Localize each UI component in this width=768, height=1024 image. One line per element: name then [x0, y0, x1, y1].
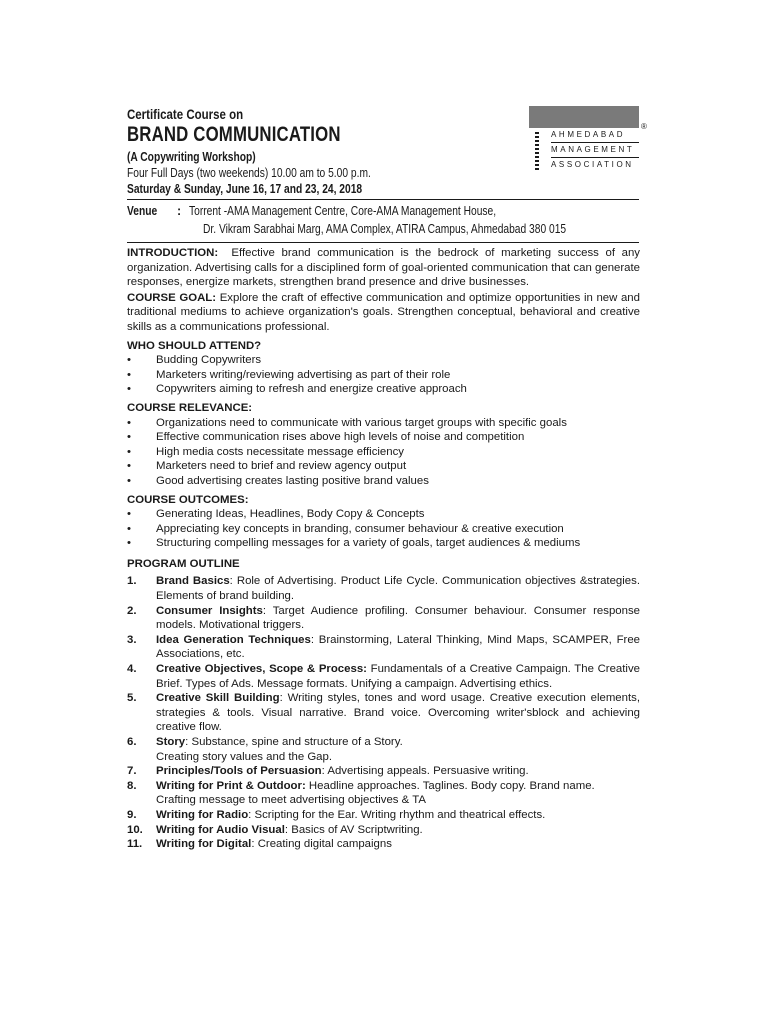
outline-text: Scripting for the Ear. Writing rhythm and theatrical effects. — [254, 808, 546, 821]
logo-text-management: MANAGEMENT — [551, 145, 635, 154]
outline-separator: : — [248, 808, 255, 821]
outline-number: 1. — [127, 575, 137, 588]
course-goal-paragraph — [127, 291, 640, 335]
course-outcomes-heading: COURSE OUTCOMES: — [127, 493, 249, 506]
list-item: • Budding Copywriters — [127, 353, 640, 368]
outline-item — [127, 808, 640, 823]
logo-bar — [529, 106, 639, 128]
introduction-text: Effective brand communication is the bedrock of marketing success of any organization. Advertising calls for a disciplined form of goal-oriented communication that can generate responses, energize markets, strengthen brand presence and drive businesses. — [127, 247, 640, 289]
outline-item — [127, 691, 640, 735]
outline-separator: : — [284, 823, 292, 836]
list-item: • Marketers writing/reviewing advertising as part of their role — [127, 368, 640, 383]
course-title: BRAND COMMUNICATION — [127, 123, 341, 146]
outline-item — [127, 574, 640, 603]
outline-item — [127, 837, 640, 852]
venue-label: Venue — [127, 204, 158, 218]
outline-separator: : — [229, 575, 237, 588]
outline-title: Brand Basics — [156, 575, 230, 588]
outline-number: 9. — [127, 808, 137, 821]
list-item: • Copywriters aiming to refresh and energize creative approach — [127, 382, 640, 397]
outline-title: Writing for Radio — [156, 808, 249, 821]
certificate-label: Certificate Course on — [127, 106, 244, 122]
program-outline-list — [127, 574, 640, 851]
outline-item — [127, 633, 640, 662]
outline-text: Fundamentals of a Creative Campaign. The Creative Brief. Types of Ads. Message formats. Unifying a campaign. Advertising ethics. — [156, 663, 640, 690]
outline-separator: : — [279, 692, 288, 705]
venue-rule — [127, 242, 639, 243]
list-item: • Organizations need to communicate with various target groups with specific goals — [127, 416, 640, 431]
venue-colon: : — [177, 204, 182, 218]
ama-logo — [529, 106, 651, 172]
outline-number: 7. — [127, 765, 137, 778]
list-item: • Good advertising creates lasting positive brand values — [127, 474, 640, 489]
outline-number: 5. — [127, 692, 137, 705]
outline-text: Basics of AV Scriptwriting. — [291, 823, 423, 836]
outline-text: Substance, spine and structure of a Story. — [191, 736, 403, 748]
course-subtitle: (A Copywriting Workshop) — [127, 150, 256, 164]
outline-text-continued: Crafting message to meet advertising objectives & TA — [156, 794, 426, 807]
outline-item — [127, 735, 640, 764]
outline-title: Principles/Tools of Persuasion — [156, 765, 322, 778]
list-item: • Structuring compelling messages for a variety of goals, target audiences & mediums — [127, 536, 640, 551]
outline-text: Advertising appeals. Persuasive writing. — [327, 765, 529, 778]
outline-title: Creative Skill Building — [156, 692, 280, 705]
venue-address-line1: Torrent -AMA Management Centre, Core-AMA Management House, — [189, 204, 497, 218]
program-outline-heading: PROGRAM OUTLINE — [127, 557, 240, 570]
outline-text: Role of Advertising. Product Life Cycle. Communication objectives &strategies. Elements of brand building. — [156, 575, 640, 603]
course-relevance-heading: COURSE RELEVANCE: — [127, 401, 253, 414]
outline-item — [127, 764, 640, 779]
logo-text-association: ASSOCIATION — [551, 160, 634, 169]
outline-title: Consumer Insights — [156, 604, 263, 617]
introduction-heading: INTRODUCTION: — [127, 247, 219, 259]
outline-item — [127, 779, 640, 808]
course-body — [127, 246, 640, 852]
header-rule — [127, 199, 639, 200]
outline-text-continued: Creating story values and the Gap. — [156, 750, 333, 763]
outline-number: 2. — [127, 604, 137, 617]
who-should-attend-heading: WHO SHOULD ATTEND? — [127, 339, 262, 352]
course-goal-heading: COURSE GOAL: — [127, 291, 217, 304]
list-item: • Appreciating key concepts in branding, consumer behaviour & creative execution — [127, 522, 640, 537]
course-schedule: Four Full Days (two weekends) 10.00 am to 5.00 p.m. — [127, 166, 371, 180]
registered-mark: ® — [641, 122, 647, 131]
logo-divider — [551, 157, 639, 158]
outline-separator: : — [262, 604, 273, 617]
venue-address-line2: Dr. Vikram Sarabhai Marg, AMA Complex, ATIRA Campus, Ahmedabad 380 015 — [203, 222, 567, 236]
outline-item — [127, 823, 640, 838]
outline-number: 8. — [127, 779, 137, 792]
course-outcomes-list — [127, 507, 640, 551]
outline-item — [127, 604, 640, 633]
logo-divider — [551, 142, 639, 143]
outline-text: Headline approaches. Taglines. Body copy. Brand name. — [308, 779, 595, 792]
outline-title: Creative Objectives, Scope & Process: — [156, 663, 367, 676]
outline-number: 4. — [127, 663, 137, 676]
outline-separator: : — [321, 765, 328, 778]
outline-text: Target Audience profiling. Consumer behaviour. Consumer response models. Motivational triggers. — [156, 604, 640, 632]
outline-title: Writing for Digital — [156, 838, 252, 851]
outline-text: Creating digital campaigns — [257, 838, 392, 851]
list-item: • Generating Ideas, Headlines, Body Copy & Concepts — [127, 507, 640, 522]
outline-number: 10. — [127, 823, 143, 836]
logo-stripes — [535, 130, 539, 172]
outline-number: 11. — [127, 838, 143, 851]
venue-block — [127, 204, 642, 240]
outline-separator: : — [310, 633, 319, 646]
outline-text: Brainstorming, Lateral Thinking, Mind Maps, SCAMPER, Free Associations, etc. — [156, 633, 640, 661]
course-goal-text: Explore the craft of effective communication and optimize opportunities in new and traditional mediums to achieve organization's goals. Strengthen conceptual, behavioral and creative skills as a communications professional. — [127, 291, 640, 333]
course-relevance-list — [127, 416, 640, 489]
list-item: • Marketers need to brief and review agency output — [127, 459, 640, 474]
outline-text: Writing styles, tones and word usage. Creative execution elements, strategies & tools. Visual narrative. Brand voice. Overcoming writer'sblock and achieving creative flow. — [156, 692, 641, 734]
outline-number: 3. — [127, 633, 137, 646]
course-dates: Saturday & Sunday, June 16, 17 and 23, 24, 2018 — [127, 182, 363, 196]
outline-number: 6. — [127, 736, 137, 748]
outline-item — [127, 662, 640, 691]
outline-title: Story — [156, 736, 186, 748]
outline-title: Idea Generation Techniques — [156, 633, 311, 646]
outline-title: Writing for Audio Visual — [156, 823, 285, 836]
who-should-attend-list — [127, 353, 640, 397]
outline-title: Writing for Print & Outdoor: — [156, 779, 306, 792]
list-item: • Effective communication rises above high levels of noise and competition — [127, 430, 640, 445]
list-item: • High media costs necessitate message efficiency — [127, 445, 640, 460]
outline-separator: : — [185, 736, 192, 748]
logo-text-ahmedabad: AHMEDABAD — [551, 130, 626, 139]
outline-separator: : — [251, 838, 258, 851]
introduction-paragraph — [127, 246, 640, 290]
